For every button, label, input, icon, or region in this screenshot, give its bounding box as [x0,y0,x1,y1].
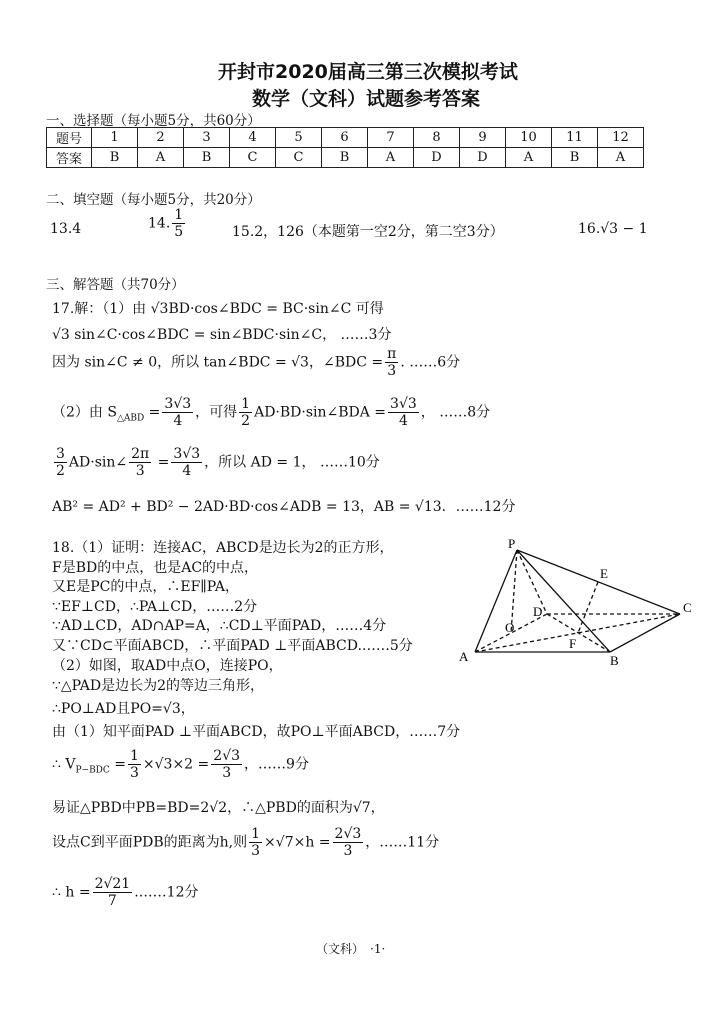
q18-line5: ∵AD⊥CD，AD∩AP=A，∴CD⊥平面PAD，……4分 [52,618,387,634]
question-number: 5 [276,128,322,148]
numerator: 1 [174,207,184,223]
numerator: 1 [129,748,139,764]
numerator: 2π [131,446,150,462]
equals: = [144,404,161,421]
segment-EF [578,582,598,633]
fraction [129,446,151,479]
question-number: 9 [460,128,506,148]
q18-line13-score: ，……11分 [365,834,440,851]
label-D: D [533,604,543,619]
subscript: P−BDC [75,765,110,776]
question-number: 11 [552,128,598,148]
answer-table [46,127,644,168]
answer-14 [148,207,187,240]
q18-line13 [52,826,439,859]
q17-line3-score: . ……6分 [400,354,461,371]
answer-table-number-row [47,128,644,148]
numerator: 3√3 [164,396,192,412]
q17-line5-text: AD·sin∠ [68,454,128,471]
q18-line4: ∵EF⊥CD，∴PA⊥CD，……2分 [52,599,258,615]
denominator: 3 [387,363,397,379]
denominator: 2 [241,413,251,429]
label-F: F [569,636,577,651]
q18-line14-text: ∴ h = [52,884,91,901]
answer-14-prefix: 14. [148,215,171,232]
denominator: 4 [173,413,183,429]
q18-line14-score: .……12分 [134,884,199,901]
numerator: 1 [251,826,261,842]
q17-line4 [52,396,490,429]
denominator: 3 [343,843,353,859]
answer-16-expression: √3 − 1 [600,221,648,237]
fraction [128,748,141,781]
q18-line11-text2: ×√3×2 = [142,756,210,773]
numerator: 2√3 [334,826,362,842]
answer-cell: C [276,148,322,168]
numerator: 2√3 [213,748,241,764]
q17-line5-score: ，所以 AD = 1， ……10分 [204,454,380,471]
fraction [54,446,67,479]
equals: = [153,454,170,471]
q18-line10: 由（1）知平面PAD ⊥平面ABCD，故PO⊥平面ABCD，……7分 [52,724,461,740]
denominator: 5 [174,224,184,240]
pyramid-figure [450,535,700,670]
question-number: 10 [506,128,552,148]
diagonal-BD [547,614,610,652]
fraction [239,396,252,429]
q17-line5 [52,446,380,479]
q17-line4-text: （2）由 S [52,404,117,421]
question-number: 8 [414,128,460,148]
label-E: E [600,566,608,581]
denominator: 4 [398,413,408,429]
answer-cell: B [552,148,598,168]
answer-cell: A [598,148,644,168]
page-title: 开封市2020届高三第三次模拟考试 [218,61,518,83]
fraction [388,396,419,429]
denominator: 4 [182,463,192,479]
fraction [333,826,364,859]
q18-line13-text2: ×√7×h = [264,834,331,851]
q17-line1: 17.解：（1）由 √3BD·cos∠BDC = BC·sin∠C 可得 [52,301,384,317]
answer-cell: B [322,148,368,168]
q18-line12: 易证△PBD中PB=BD=2√2，∴△PBD的面积为√7， [52,800,385,816]
fraction [171,446,202,479]
question-number: 1 [92,128,138,148]
numerator: π [387,346,397,362]
answer-cell: B [92,148,138,168]
section3-heading: 三、解答题（共70分） [46,277,185,293]
q18-line8: ∵△PAD是边长为2的等边三角形， [52,678,265,694]
q18-line13-text: 设点C到平面PDB的距离为h,则 [52,834,248,851]
q18-line9: ∴PO⊥AD且PO=√3， [52,701,195,717]
q17-line3-text: 因为 sin∠C ≠ 0，所以 tan∠BDC = √3，∠BDC = [52,354,384,371]
answer-16 [578,221,648,237]
q18-line7: （2）如图，取AD中点O，连接PO， [52,658,283,674]
fraction [249,826,262,859]
subscript: △ABD [116,413,145,424]
denominator: 7 [107,893,117,909]
q18-line6: 又∵CD⊂平面ABCD，∴平面PAD ⊥平面ABCD.……5分 [52,638,413,654]
edge-PA [475,550,517,652]
question-number: 2 [138,128,184,148]
q18-line11 [52,748,309,781]
fraction [385,346,398,379]
denominator: 3 [135,463,145,479]
denominator: 3 [129,765,139,781]
page-subtitle: 数学（文科）试题参考答案 [252,88,481,110]
question-number: 6 [322,128,368,148]
row-header-question: 题号 [47,128,92,148]
answer-cell: C [230,148,276,168]
label-O: O [505,620,515,635]
q17-line2: √3 sin∠C·cos∠BDC = sin∠BDC·sin∠C， ……3分 [52,327,392,343]
q18-line3: 又E是PC的中点，∴EF∥PA， [52,579,239,595]
label-P: P [508,536,516,551]
answer-cell: A [368,148,414,168]
fraction [211,748,242,781]
question-number: 12 [598,128,644,148]
label-C: C [683,600,692,615]
numerator: 3√3 [173,446,201,462]
q17-line3 [52,346,460,379]
answer-15: 15.2，126（本题第一空2分，第二空3分） [232,224,504,240]
answer-16-prefix: 16. [578,221,601,237]
denominator: 3 [222,765,232,781]
answer-cell: D [414,148,460,168]
fraction [93,876,133,909]
answer-cell: A [506,148,552,168]
fraction [172,207,185,240]
numerator: 3 [56,446,65,462]
q18-line1: 18.（1）证明：连接AC，ABCD是边长为2的正方形， [52,540,394,556]
q17-line4-score: ， ……8分 [420,404,491,421]
numerator: 2√21 [94,876,131,892]
label-B: B [610,653,619,668]
fraction [162,396,193,429]
label-A: A [459,649,469,664]
question-number: 3 [184,128,230,148]
section1-heading: 一、选择题（每小题5分，共60分） [46,113,261,129]
edge-BC [610,614,680,652]
answer-cell: A [138,148,184,168]
q17-line6: AB² = AD² + BD² − 2AD·BD·cos∠ADB = 13，AB = √13．……12分 [52,499,516,515]
row-header-answer: 答案 [47,148,92,168]
denominator: 3 [251,843,261,859]
section2-heading: 二、填空题（每小题5分，共20分） [46,192,261,208]
answer-13: 13.4 [50,221,82,237]
page-footer: （文科） ·1· [316,942,386,956]
q18-line11-text: ∴ V [52,756,76,773]
edge-PB [517,550,610,652]
equals: = [109,756,126,773]
question-number: 7 [368,128,414,148]
q18-line14 [52,876,198,909]
numerator: 1 [241,396,251,412]
q18-line11-score: ，……9分 [244,756,309,773]
answer-cell: D [460,148,506,168]
denominator: 2 [56,463,65,479]
answer-cell: B [184,148,230,168]
q17-line4-text3: AD·BD·sin∠BDA = [254,404,387,421]
question-number: 4 [230,128,276,148]
q17-line4-text2: ，可得 [195,404,238,421]
q18-line2: F是BD的中点，也是AC的中点， [52,560,259,576]
answer-table-answer-row [47,148,644,168]
numerator: 3√3 [390,396,417,412]
